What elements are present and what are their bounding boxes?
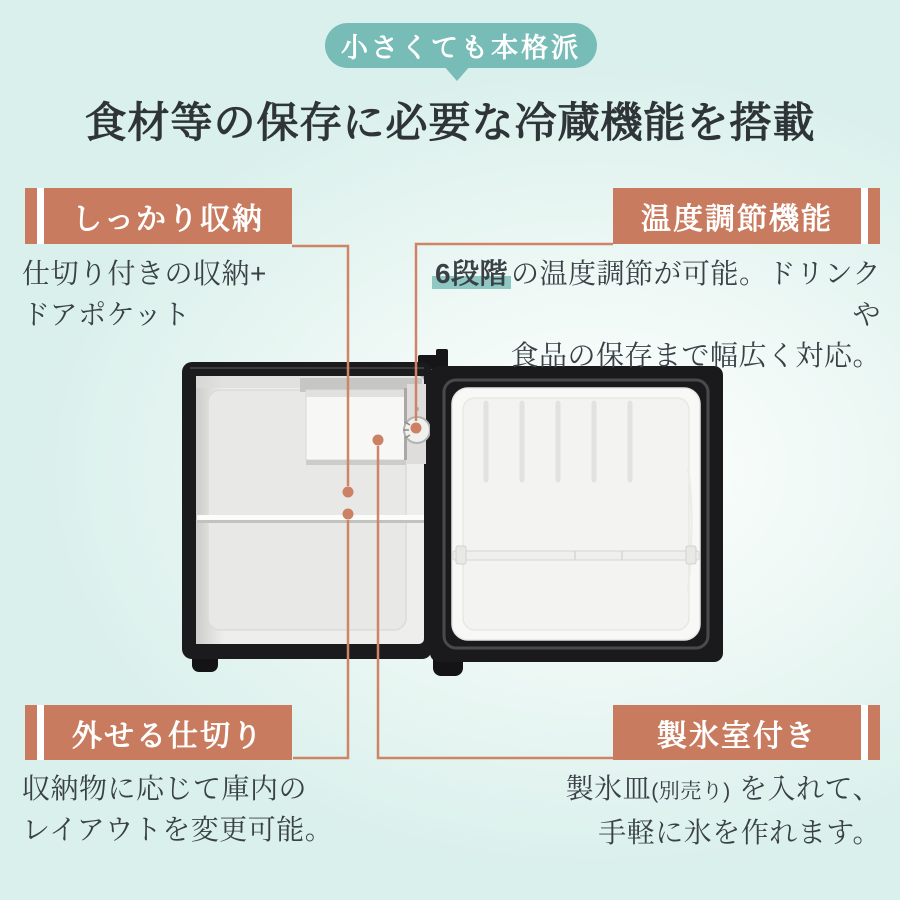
highlight-6-levels: 6段階 bbox=[432, 258, 511, 289]
callout-dot-temperature bbox=[411, 423, 422, 434]
feature-temperature-text bbox=[421, 253, 881, 376]
feature-divider-heading: 外せる仕切り bbox=[44, 705, 292, 760]
callout-dot-ice bbox=[373, 435, 384, 446]
feature-ice-line1: 製氷皿(別売り) を入れて、 bbox=[565, 773, 881, 804]
accent-bar bbox=[25, 188, 37, 244]
feature-storage-text bbox=[22, 253, 442, 335]
badge-pointer-icon bbox=[443, 65, 471, 81]
accent-bar bbox=[25, 705, 37, 760]
accent-bar bbox=[868, 705, 880, 760]
feature-storage-heading: しっかり収納 bbox=[44, 188, 292, 244]
feature-divider-line2: レイアウトを変更可能。 bbox=[22, 814, 334, 845]
feature-storage-header bbox=[25, 188, 292, 244]
page-title: 食材等の保存に必要な冷蔵機能を搭載 bbox=[84, 99, 816, 146]
badge-pill bbox=[325, 23, 597, 68]
feature-storage-line1: 仕切り付きの収納+ bbox=[22, 258, 267, 289]
accent-stripe bbox=[861, 705, 868, 760]
feature-storage-line2: ドアポケット bbox=[22, 299, 191, 330]
accent-stripe bbox=[861, 188, 868, 244]
feature-ice-line2: 手軽に氷を作れます。 bbox=[598, 817, 881, 848]
feature-temperature-line1: 6段階 の温度調節が可能。ドリンクや bbox=[421, 253, 881, 335]
callout-dot-divider bbox=[343, 509, 354, 520]
feature-divider-text bbox=[22, 768, 442, 850]
feature-temperature-header bbox=[613, 188, 880, 244]
accent-stripe bbox=[37, 188, 44, 244]
feature-ice-heading: 製氷室付き bbox=[613, 705, 861, 760]
ice-compartment bbox=[306, 390, 406, 465]
fridge-door bbox=[430, 366, 723, 662]
feature-ice-header bbox=[613, 705, 880, 760]
feature-temperature-heading: 温度調節機能 bbox=[613, 188, 861, 244]
fridge-cabinet bbox=[182, 362, 432, 659]
accent-bar bbox=[868, 188, 880, 244]
badge-label: 小さくても本格派 bbox=[341, 33, 581, 63]
feature-ice-text bbox=[421, 768, 881, 853]
feature-temperature-line2: 食品の保存まで幅広く対応。 bbox=[510, 340, 881, 371]
removable-shelf bbox=[197, 515, 424, 523]
feature-divider-line1: 収納物に応じて庫内の bbox=[22, 773, 308, 804]
sold-separately-note: (別売り) bbox=[651, 780, 731, 803]
callout-dot-storage bbox=[343, 487, 354, 498]
accent-stripe bbox=[37, 705, 44, 760]
feature-divider-header bbox=[25, 705, 292, 760]
